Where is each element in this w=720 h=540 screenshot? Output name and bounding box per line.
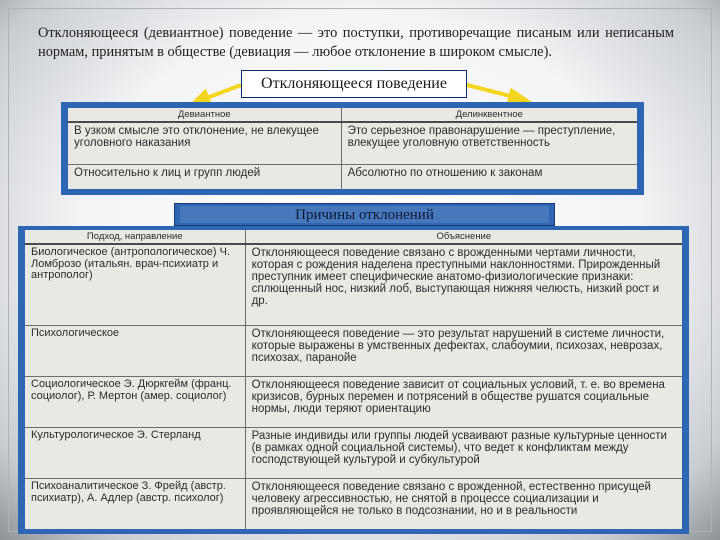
- table1-header-delinquent: Делинквентное: [341, 108, 637, 122]
- table-cell: Это серьезное правонарушение — преступление, влекущее уголовную ответственность: [341, 122, 637, 165]
- explanation-cell: Отклоняющееся поведение — это результат нарушений в системе личности, которые выражены в умственных дефектах, слабоумии, психозах, неврозах, психозах, паранойе: [245, 326, 682, 377]
- table-row: [68, 165, 637, 189]
- table-cell: Абсолютно по отношению к законам: [341, 165, 637, 189]
- table-row: [68, 122, 637, 165]
- table-row: [25, 428, 682, 479]
- explanation-cell: Отклоняющееся поведение связано с врожденными чертами личности, которая с рождения наделена преступными наклонностями. Прирожденный преступник имеет специфические анатомо-физиологические признаки: сплющенный нос, низкий лоб, выступающая нижняя челюсть, низкий рост и др.: [245, 244, 682, 326]
- approach-cell: Социологическое Э. Дюркгейм (франц. социолог), Р. Мертон (амер. социолог): [25, 377, 245, 428]
- table-row: [25, 326, 682, 377]
- explanation-cell: Отклоняющееся поведение зависит от социальных условий, т. е. во времена кризисов, бурных перемен и потрясений в обществе рушатся социальные нормы, люди теряют ориентацию: [245, 377, 682, 428]
- approach-cell: Культурологическое Э. Стерланд: [25, 428, 245, 479]
- deviant-vs-delinquent-table: [68, 108, 637, 189]
- approach-cell: Биологическое (антропологическое) Ч. Ломброзо (итальян. врач-психиатр и антрополог): [25, 244, 245, 326]
- causes-table: [25, 230, 682, 529]
- intro-paragraph: Отклоняющееся (девиантное) поведение — это поступки, противоречащие писаным или неписаным нормам, принятым в обществе (девиация — любое отклонение в широком смысле).: [38, 25, 674, 61]
- title-text: Отклоняющееся поведение: [261, 75, 447, 92]
- title-box: [241, 70, 467, 98]
- explanation-cell: Отклоняющееся поведение связано с врожденной, естественно присущей человеку агрессивностью, не снятой в процессе социализации и проявляющейся не только в подсознании, но и в реальности: [245, 479, 682, 529]
- table-cell: Относительно к лиц и групп людей: [68, 165, 341, 189]
- table-row: [25, 377, 682, 428]
- table-cell: В узком смысле это отклонение, не влекущее уголовного наказания: [68, 122, 341, 165]
- table-row: [25, 244, 682, 326]
- approach-cell: Психоаналитическое З. Фрейд (австр. психиатр), А. Адлер (австр. психолог): [25, 479, 245, 529]
- causes-table-frame: [18, 226, 689, 534]
- table1-header-deviant: Девиантное: [68, 108, 341, 122]
- deviant-vs-delinquent-table-frame: [61, 102, 644, 195]
- causes-caption-box: [174, 203, 555, 226]
- table2-header-approach: Подход, направление: [25, 230, 245, 244]
- table2-header-explanation: Объяснение: [245, 230, 682, 244]
- explanation-cell: Разные индивиды или группы людей усваивают разные культурные ценности (в рамках одной социальной системы), что ведет к конфликтам между господствующей культурой и субкультурой: [245, 428, 682, 479]
- approach-cell: Психологическое: [25, 326, 245, 377]
- left-arrow-line: [204, 85, 241, 99]
- causes-caption-text: Причины отклонений: [295, 207, 434, 223]
- right-arrow-head: [509, 91, 527, 102]
- table-row: [25, 479, 682, 529]
- right-arrow-line: [467, 85, 514, 97]
